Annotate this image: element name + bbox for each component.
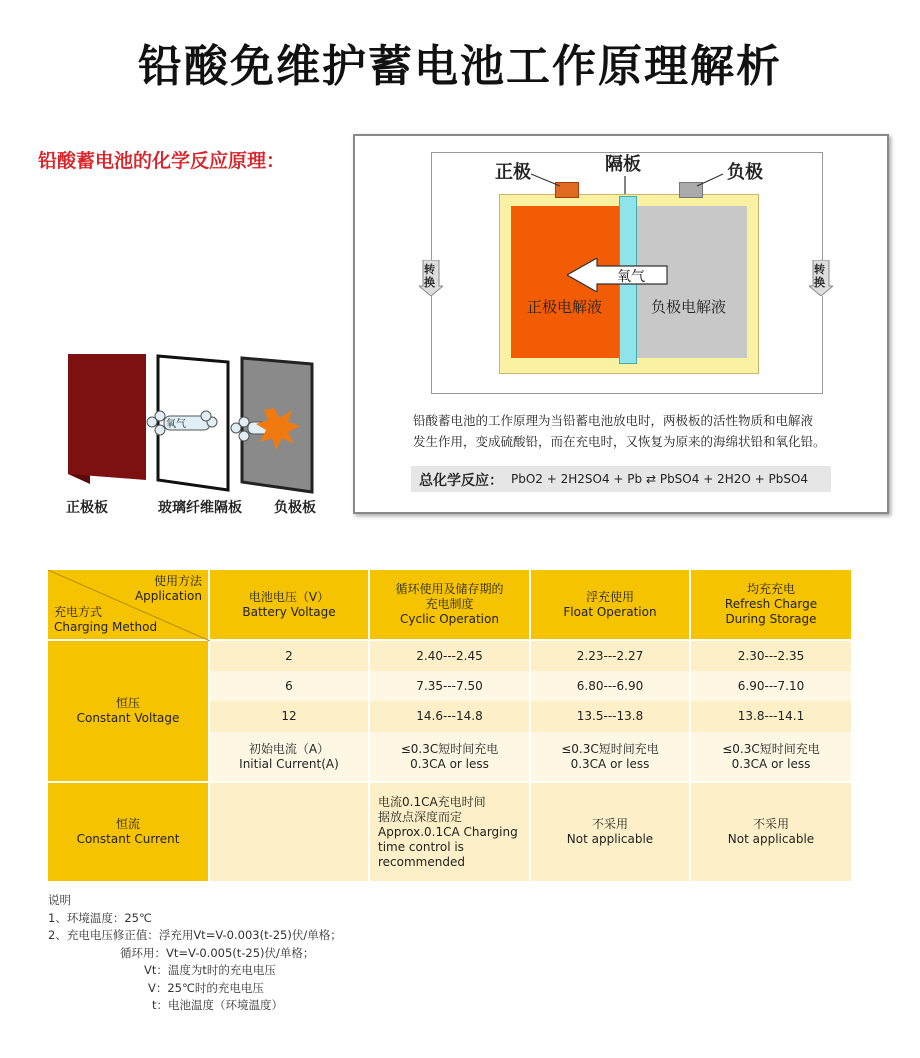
cc-refresh-en: Not applicable xyxy=(727,832,815,846)
cc-cyclic-line-4: time control is xyxy=(378,839,464,854)
notes-title: 说明 xyxy=(48,893,71,907)
header-voltage-cn: 电池电压（V） xyxy=(248,589,330,604)
corner-usage-en: Application xyxy=(134,589,202,603)
header-float-en: Float Operation xyxy=(563,604,657,619)
cv-row-1-float: 2.23---2.27 xyxy=(531,641,691,671)
negative-electrode-label: 负极 xyxy=(727,162,763,183)
initial-current-en: Initial Current(A) xyxy=(239,756,339,771)
cv-row-1-voltage: 2 xyxy=(210,641,370,671)
reaction-label: 总化学反应： xyxy=(419,473,503,489)
cc-cyclic-line-2: 据放点深度而定 xyxy=(378,809,463,824)
corner-charge-en: Charging Method xyxy=(54,620,158,634)
cv-row-3-voltage: 12 xyxy=(210,701,370,732)
negative-plate-label: 负极板 xyxy=(274,500,316,516)
cc-label-cell xyxy=(48,783,210,881)
cv-row-2-voltage: 6 xyxy=(210,671,370,701)
cc-refresh xyxy=(691,783,851,881)
note-line-1: 1、环境温度：25℃ xyxy=(48,910,152,925)
chem-heading: 铅酸蓄电池的化学反应原理： xyxy=(38,150,286,172)
header-refresh-en: Refresh Charge During Storage xyxy=(724,597,818,626)
header-refresh-cn: 均充充电 xyxy=(746,582,795,596)
initial-current-refresh-cn: ≤0.3C短时间充电 xyxy=(722,741,820,756)
header-cyclic xyxy=(370,570,531,641)
cc-float-en: Not applicable xyxy=(566,832,654,846)
initial-current-float-en: 0.3CA or less xyxy=(570,756,650,771)
positive-electrolyte-label: 正极电解液 xyxy=(527,298,603,316)
cv-row-2-float: 6.80---6.90 xyxy=(531,671,691,701)
cv-label-en: Constant Voltage xyxy=(76,711,180,725)
initial-current-cyclic-cn: ≤0.3C短时间充电 xyxy=(400,741,499,756)
description-line-1: 铅酸蓄电池的工作原理为当铅蓄电池放电时，两极板的活性物质和电解液 xyxy=(413,413,814,428)
oxygen-label: 氧气 xyxy=(617,269,645,285)
switch-left-label: 转换 xyxy=(424,263,435,289)
initial-current-float-cn: ≤0.3C短时间充电 xyxy=(561,741,659,756)
cv-row-3-float: 13.5---13.8 xyxy=(531,701,691,732)
corner-usage-cn: 使用方法 xyxy=(153,574,202,588)
header-voltage xyxy=(210,570,370,641)
initial-current-refresh-en: 0.3CA or less xyxy=(731,756,811,771)
plates-svg xyxy=(60,350,340,520)
cc-label-cn: 恒流 xyxy=(115,817,140,831)
label-arrows-icon xyxy=(355,136,887,216)
page-title: 铅酸免维护蓄电池工作原理解析 xyxy=(138,41,782,92)
switch-left xyxy=(419,260,443,296)
note-line-2: 2、充电电压修正值：浮充用Vt=V-0.003(t-25)伏/单格； xyxy=(48,928,342,942)
header-voltage-en: Battery Voltage xyxy=(242,604,336,619)
charging-table xyxy=(48,570,851,881)
cv-label-cn: 恒压 xyxy=(115,696,140,710)
battery-diagram xyxy=(353,134,889,514)
initial-current-float xyxy=(531,732,691,783)
cv-row-2-refresh: 6.90---7.10 xyxy=(691,671,851,701)
cv-row-2-cyclic: 7.35---7.50 xyxy=(370,671,531,701)
cv-row-1-refresh: 2.30---2.35 xyxy=(691,641,851,671)
positive-electrode-label: 正极 xyxy=(495,162,531,183)
initial-current-refresh xyxy=(691,732,851,783)
cv-row-3-cyclic: 14.6---14.8 xyxy=(370,701,531,732)
note-line-6: t：电池温度（环境温度） xyxy=(152,998,284,1012)
note-line-5: V：25℃时的充电电压 xyxy=(148,980,264,995)
cc-cyclic-line-5: recommended xyxy=(378,854,465,869)
negative-electrolyte-label: 负极电解液 xyxy=(651,298,727,316)
cc-label-en: Constant Current xyxy=(76,832,180,846)
cv-label-cell xyxy=(48,641,210,783)
cc-float xyxy=(531,783,691,881)
separator-plate-label: 玻璃纤维隔板 xyxy=(158,500,242,516)
cv-row-1-cyclic: 2.40---2.45 xyxy=(370,641,531,671)
initial-current-cyclic-en: 0.3CA or less xyxy=(410,756,489,771)
table-corner-cell xyxy=(48,570,210,641)
header-float xyxy=(531,570,691,641)
initial-current-label xyxy=(210,732,370,783)
cv-row-3-refresh: 13.8---14.1 xyxy=(691,701,851,732)
note-line-3: 循环用：Vt=V-0.005(t-25)伏/单格； xyxy=(120,945,315,960)
cc-cyclic-line-1: 电流0.1CA充电时间 xyxy=(378,794,486,809)
note-line-4: Vt：温度为t时的充电电压 xyxy=(144,963,276,977)
switch-right-label: 转换 xyxy=(814,263,825,289)
header-cyclic-en: Cyclic Operation xyxy=(400,612,499,626)
plate-gas-label: 氧气 xyxy=(166,419,186,430)
initial-current-cyclic xyxy=(370,732,531,783)
positive-plate-label: 正极板 xyxy=(66,500,108,516)
header-refresh xyxy=(691,570,851,641)
notes xyxy=(48,892,342,1015)
header-float-cn: 浮充使用 xyxy=(585,589,634,604)
cc-cyclic xyxy=(370,783,531,881)
separator-label: 隔板 xyxy=(605,154,641,175)
cc-voltage xyxy=(210,783,370,881)
cc-float-cn: 不采用 xyxy=(591,817,628,831)
positive-plate xyxy=(68,354,146,480)
corner-charge-cn: 充电方式 xyxy=(54,605,103,619)
switch-right xyxy=(809,260,833,296)
initial-current-cn: 初始电流（A） xyxy=(248,741,330,756)
description-line-2: 发生作用，变成硫酸铅，而在充电时，又恢复为原来的海绵状铅和氧化铅。 xyxy=(413,434,826,449)
header-cyclic-cn: 循环使用及储存期的充电制度 xyxy=(395,582,504,611)
cc-refresh-cn: 不采用 xyxy=(752,817,789,831)
cc-cyclic-line-3: Approx.0.1CA Charging xyxy=(378,824,518,839)
plates-illustration xyxy=(60,350,340,520)
reaction-formula: PbO2 + 2H2SO4 + Pb ⇄ PbSO4 + 2H2O + PbSO4 xyxy=(511,472,809,486)
